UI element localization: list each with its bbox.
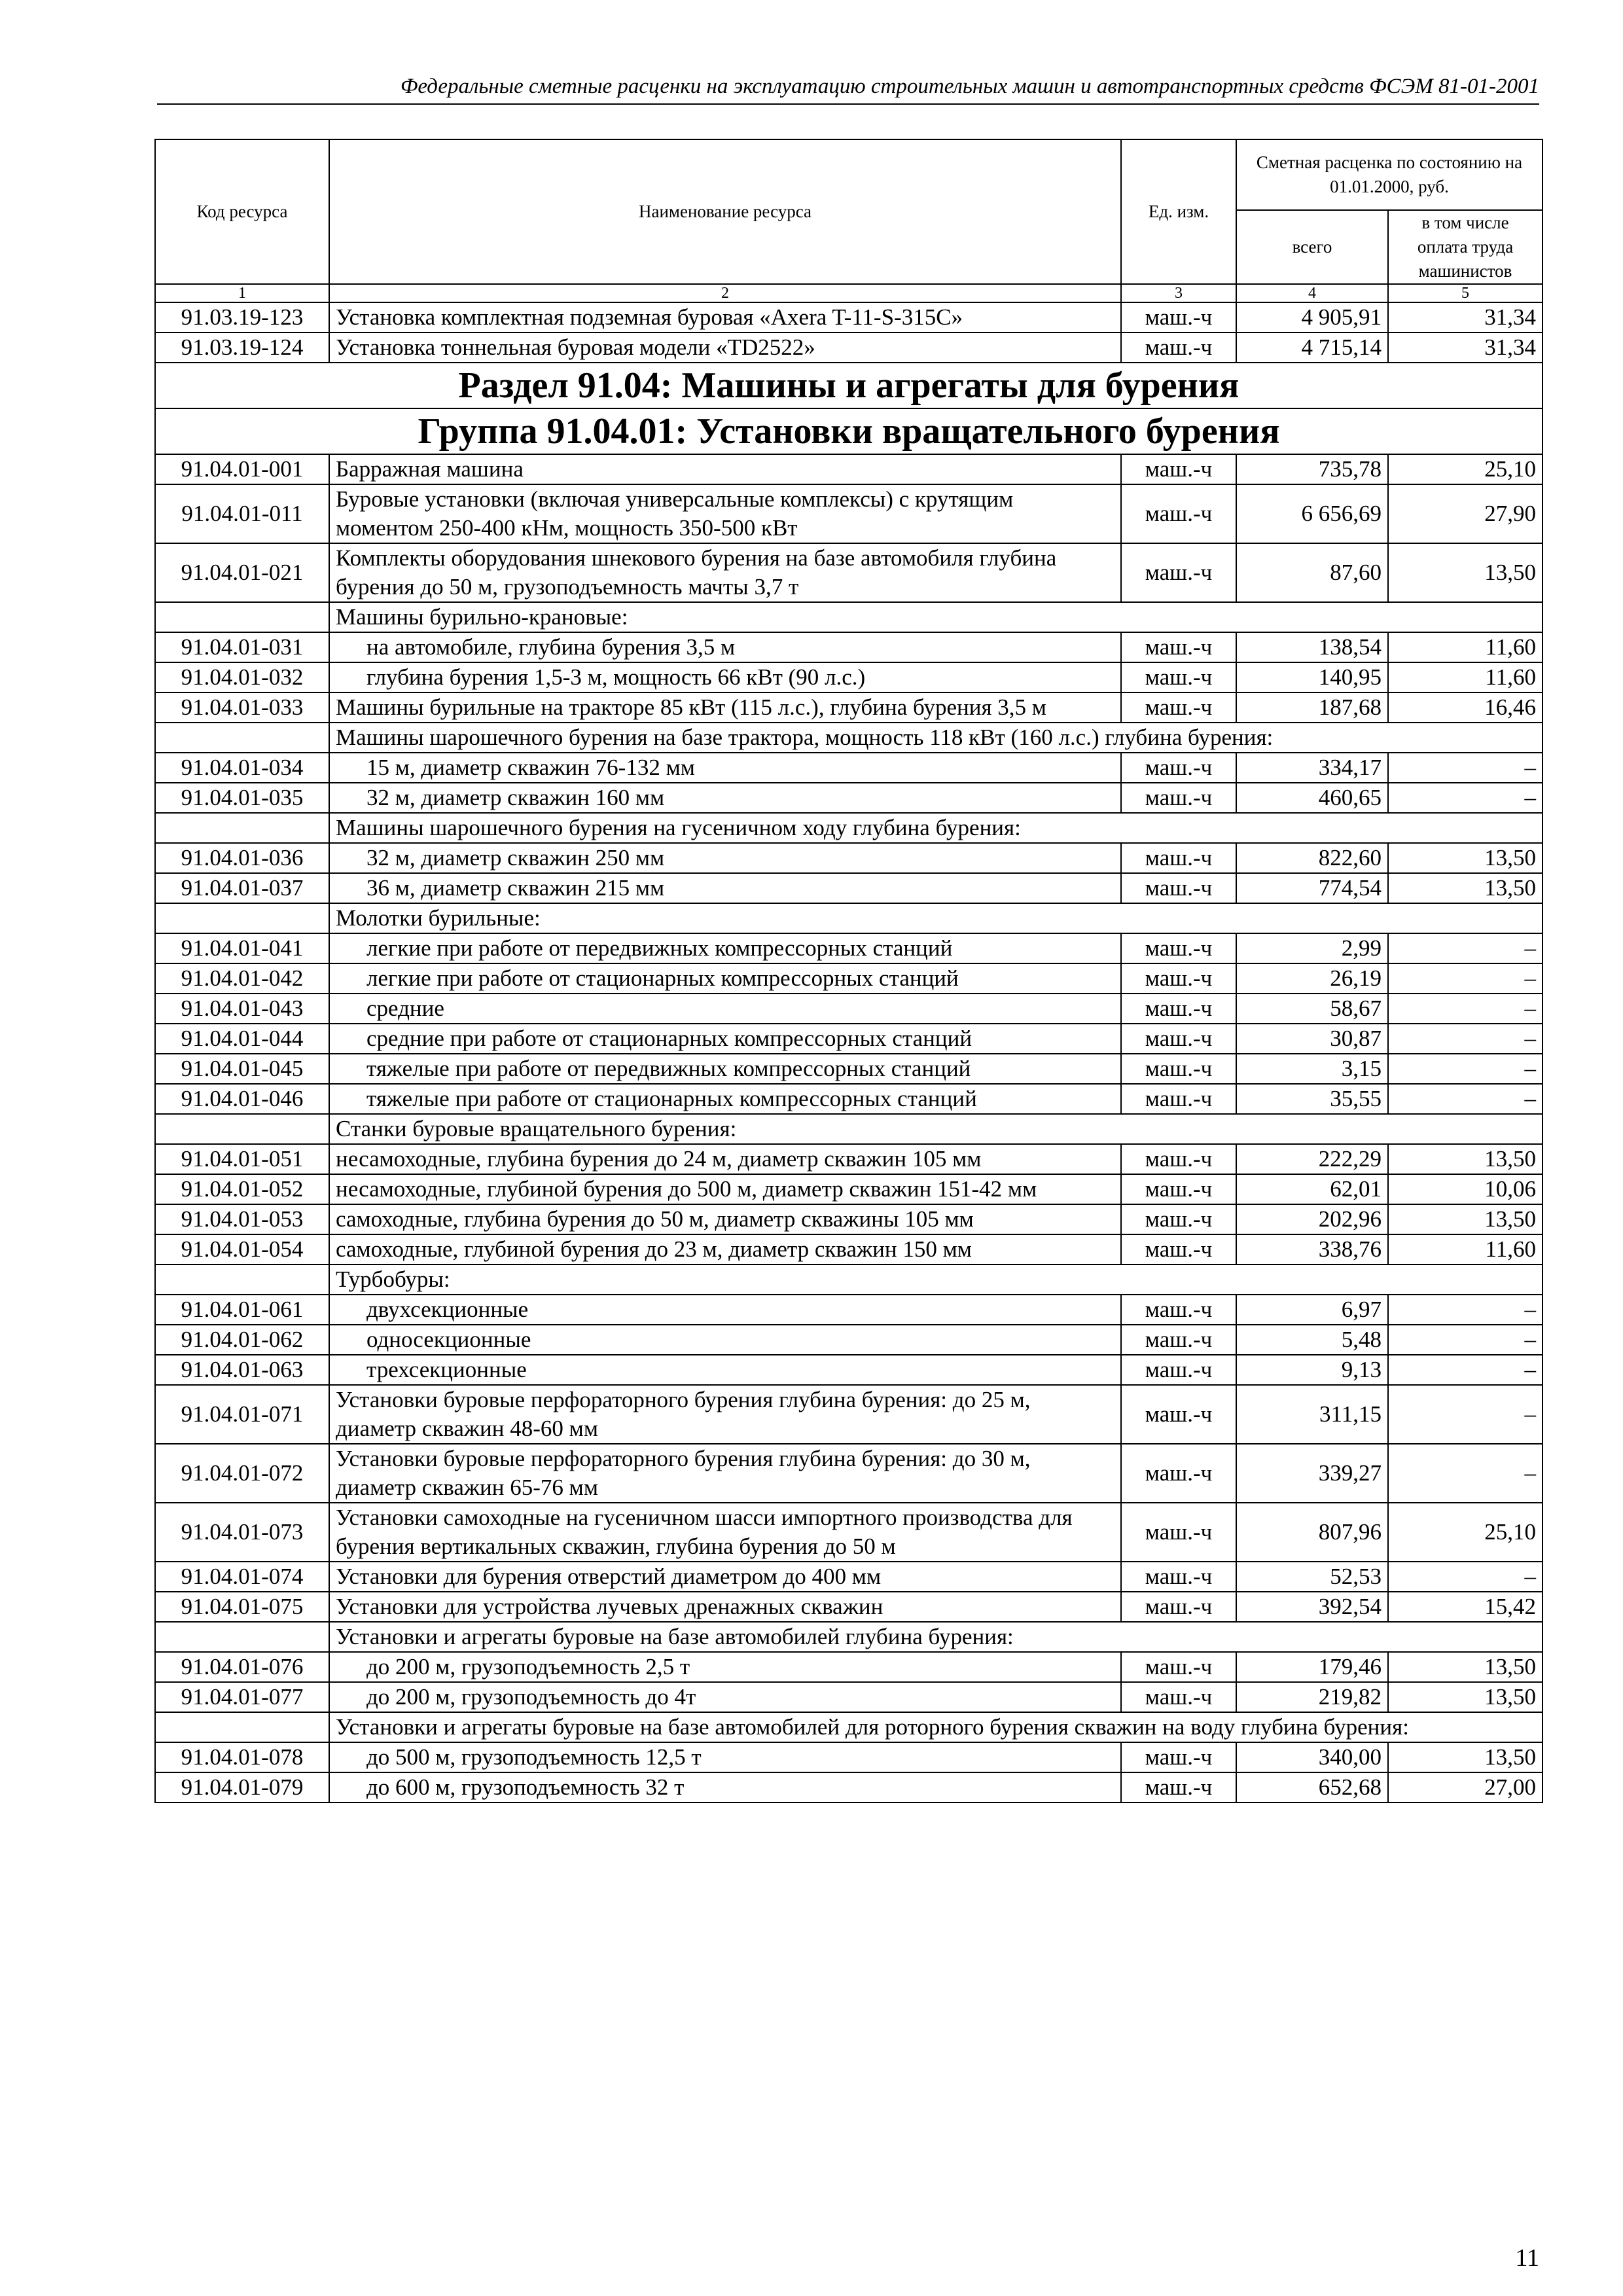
price-labor: 10,06 (1388, 1174, 1543, 1204)
header-unit: Ед. изм. (1121, 139, 1236, 284)
price-labor: – (1388, 1385, 1543, 1444)
price-total: 4 715,14 (1236, 332, 1388, 363)
resource-code: 91.04.01-021 (155, 543, 329, 602)
group-label-row (155, 1712, 1543, 1742)
group-label-row (155, 723, 1543, 753)
price-total: 58,67 (1236, 994, 1388, 1024)
resource-code: 91.04.01-054 (155, 1234, 329, 1265)
resource-code: 91.04.01-077 (155, 1682, 329, 1712)
price-labor: 25,10 (1388, 454, 1543, 484)
unit-of-measure: маш.-ч (1121, 1742, 1236, 1772)
resource-name: трехсекционные (329, 1355, 1121, 1385)
price-labor: 27,00 (1388, 1772, 1543, 1803)
unit-of-measure: маш.-ч (1121, 484, 1236, 543)
group-label: Станки буровые вращательного бурения: (329, 1114, 1543, 1144)
resource-name: Установки самоходные на гусеничном шасси импортного производства для бурения вертикальных скважин, глубина бурения до 50 м (329, 1503, 1121, 1562)
resource-name: Машины бурильные на тракторе 85 кВт (115 л.с.), глубина бурения 3,5 м (329, 692, 1121, 723)
table-row (155, 302, 1543, 332)
group-label: Машины шарошечного бурения на гусеничном ходу глубина бурения: (329, 813, 1543, 843)
unit-of-measure: маш.-ч (1121, 783, 1236, 813)
resource-code: 91.04.01-075 (155, 1592, 329, 1622)
price-total: 6 656,69 (1236, 484, 1388, 543)
price-total: 340,00 (1236, 1742, 1388, 1772)
resource-code (155, 1114, 329, 1144)
resource-name: на автомобиле, глубина бурения 3,5 м (329, 632, 1121, 662)
resource-code: 91.04.01-061 (155, 1295, 329, 1325)
resource-code: 91.04.01-063 (155, 1355, 329, 1385)
resource-name: тяжелые при работе от стационарных компрессорных станций (329, 1084, 1121, 1114)
resource-code: 91.04.01-044 (155, 1024, 329, 1054)
resource-name: Барражная машина (329, 454, 1121, 484)
price-total: 30,87 (1236, 1024, 1388, 1054)
resource-name: Установки буровые перфораторного бурения глубина бурения: до 30 м, диаметр скважин 65-76 мм (329, 1444, 1121, 1503)
table-row (155, 454, 1543, 484)
resource-code: 91.04.01-051 (155, 1144, 329, 1174)
table-row (155, 692, 1543, 723)
price-total: 140,95 (1236, 662, 1388, 692)
table-row (155, 332, 1543, 363)
price-labor: 27,90 (1388, 484, 1543, 543)
resource-name: самоходные, глубина бурения до 50 м, диаметр скважины 105 мм (329, 1204, 1121, 1234)
price-total: 26,19 (1236, 963, 1388, 994)
price-total: 5,48 (1236, 1325, 1388, 1355)
header-col-number: 1 (155, 284, 329, 302)
price-total: 807,96 (1236, 1503, 1388, 1562)
resource-code: 91.04.01-041 (155, 933, 329, 963)
resource-name: глубина бурения 1,5-3 м, мощность 66 кВт (90 л.с.) (329, 662, 1121, 692)
price-labor: 15,42 (1388, 1592, 1543, 1622)
price-total: 4 905,91 (1236, 302, 1388, 332)
resource-code: 91.03.19-123 (155, 302, 329, 332)
unit-of-measure: маш.-ч (1121, 1355, 1236, 1385)
price-total: 774,54 (1236, 873, 1388, 903)
price-total: 652,68 (1236, 1772, 1388, 1803)
price-labor: 16,46 (1388, 692, 1543, 723)
unit-of-measure: маш.-ч (1121, 1174, 1236, 1204)
price-labor: 11,60 (1388, 632, 1543, 662)
price-total: 62,01 (1236, 1174, 1388, 1204)
price-total: 339,27 (1236, 1444, 1388, 1503)
price-total: 35,55 (1236, 1084, 1388, 1114)
header-name: Наименование ресурса (329, 139, 1121, 284)
price-labor: – (1388, 783, 1543, 813)
unit-of-measure: маш.-ч (1121, 1144, 1236, 1174)
unit-of-measure: маш.-ч (1121, 662, 1236, 692)
resource-name: Установка комплектная подземная буровая «Axera T-11-S-315C» (329, 302, 1121, 332)
resource-name: Буровые установки (включая универсальные комплексы) с крутящим моментом 250-400 кНм, мощность 350-500 кВт (329, 484, 1121, 543)
price-labor: 25,10 (1388, 1503, 1543, 1562)
resource-name: двухсекционные (329, 1295, 1121, 1325)
resource-name: до 200 м, грузоподъемность 2,5 т (329, 1652, 1121, 1682)
resource-code: 91.04.01-072 (155, 1444, 329, 1503)
resource-name: 15 м, диаметр скважин 76-132 мм (329, 753, 1121, 783)
page-number: 11 (1515, 2244, 1539, 2272)
price-labor: – (1388, 1325, 1543, 1355)
group-label-row (155, 1622, 1543, 1652)
resource-name: 32 м, диаметр скважин 160 мм (329, 783, 1121, 813)
group-label: Установки и агрегаты буровые на базе автомобилей глубина бурения: (329, 1622, 1543, 1652)
table-row (155, 1024, 1543, 1054)
table-row (155, 662, 1543, 692)
price-total: 311,15 (1236, 1385, 1388, 1444)
table-row (155, 1295, 1543, 1325)
resource-name: Установки для устройства лучевых дренажных скважин (329, 1592, 1121, 1622)
unit-of-measure: маш.-ч (1121, 1325, 1236, 1355)
unit-of-measure: маш.-ч (1121, 1503, 1236, 1562)
unit-of-measure: маш.-ч (1121, 1234, 1236, 1265)
price-total: 2,99 (1236, 933, 1388, 963)
header-col-number: 3 (1121, 284, 1236, 302)
header-col-number: 4 (1236, 284, 1388, 302)
resource-code: 91.04.01-035 (155, 783, 329, 813)
table-row (155, 1355, 1543, 1385)
price-labor: – (1388, 1562, 1543, 1592)
price-labor: 13,50 (1388, 1742, 1543, 1772)
table-row (155, 1772, 1543, 1803)
resource-code (155, 1265, 329, 1295)
price-labor: – (1388, 1024, 1543, 1054)
price-labor: 11,60 (1388, 1234, 1543, 1265)
unit-of-measure: маш.-ч (1121, 1592, 1236, 1622)
unit-of-measure: маш.-ч (1121, 1084, 1236, 1114)
price-labor: – (1388, 753, 1543, 783)
resource-code (155, 1622, 329, 1652)
price-total: 52,53 (1236, 1562, 1388, 1592)
price-total: 460,65 (1236, 783, 1388, 813)
resource-name: Установка тоннельная буровая модели «TD2522» (329, 332, 1121, 363)
unit-of-measure: маш.-ч (1121, 1024, 1236, 1054)
price-labor: – (1388, 1295, 1543, 1325)
resource-code: 91.04.01-076 (155, 1652, 329, 1682)
group-label: Машины шарошечного бурения на базе трактора, мощность 118 кВт (160 л.с.) глубина бурения: (329, 723, 1543, 753)
resource-code: 91.04.01-001 (155, 454, 329, 484)
resource-code: 91.04.01-046 (155, 1084, 329, 1114)
price-labor: 13,50 (1388, 1144, 1543, 1174)
resource-name: до 500 м, грузоподъемность 12,5 т (329, 1742, 1121, 1772)
section-heading-row (155, 363, 1543, 408)
section-heading-row (155, 408, 1543, 454)
price-table (154, 139, 1543, 1803)
group-label-row (155, 1114, 1543, 1144)
resource-name: до 600 м, грузоподъемность 32 т (329, 1772, 1121, 1803)
resource-code: 91.04.01-037 (155, 873, 329, 903)
unit-of-measure: маш.-ч (1121, 543, 1236, 602)
resource-code (155, 723, 329, 753)
unit-of-measure: маш.-ч (1121, 963, 1236, 994)
table-row (155, 994, 1543, 1024)
price-total: 138,54 (1236, 632, 1388, 662)
table-row (155, 963, 1543, 994)
unit-of-measure: маш.-ч (1121, 1444, 1236, 1503)
header-price-group: Сметная расценка по состоянию на 01.01.2000, руб. (1236, 139, 1543, 210)
resource-code: 91.04.01-071 (155, 1385, 329, 1444)
header-total: всего (1236, 210, 1388, 284)
unit-of-measure: маш.-ч (1121, 1562, 1236, 1592)
resource-code: 91.04.01-034 (155, 753, 329, 783)
table-row (155, 1652, 1543, 1682)
price-labor: – (1388, 1054, 1543, 1084)
table-row (155, 1503, 1543, 1562)
table-row (155, 1385, 1543, 1444)
price-labor: 13,50 (1388, 543, 1543, 602)
price-labor: 31,34 (1388, 302, 1543, 332)
unit-of-measure: маш.-ч (1121, 753, 1236, 783)
unit-of-measure: маш.-ч (1121, 332, 1236, 363)
price-labor: 13,50 (1388, 1652, 1543, 1682)
resource-code (155, 1712, 329, 1742)
table-row (155, 1204, 1543, 1234)
resource-name: легкие при работе от стационарных компрессорных станций (329, 963, 1121, 994)
header-labor: в том числе оплата труда машинистов (1388, 210, 1543, 284)
resource-code: 91.04.01-062 (155, 1325, 329, 1355)
price-labor: – (1388, 933, 1543, 963)
resource-name: легкие при работе от передвижных компрессорных станций (329, 933, 1121, 963)
section-heading: Раздел 91.04: Машины и агрегаты для бурения (155, 363, 1543, 408)
resource-name: самоходные, глубиной бурения до 23 м, диаметр скважин 150 мм (329, 1234, 1121, 1265)
resource-name: Комплекты оборудования шнекового бурения на базе автомобиля глубина бурения до 50 м, грузоподъемность мачты 3,7 т (329, 543, 1121, 602)
resource-name: тяжелые при работе от передвижных компрессорных станций (329, 1054, 1121, 1084)
unit-of-measure: маш.-ч (1121, 933, 1236, 963)
table-row (155, 543, 1543, 602)
resource-name: Установки для бурения отверстий диаметром до 400 мм (329, 1562, 1121, 1592)
running-header: Федеральные сметные расценки на эксплуатацию строительных машин и автотранспортных средств ФСЭМ 81-01-2001 (400, 75, 1539, 98)
price-total: 6,97 (1236, 1295, 1388, 1325)
group-label-row (155, 813, 1543, 843)
header-rule (157, 103, 1539, 105)
price-total: 9,13 (1236, 1355, 1388, 1385)
unit-of-measure: маш.-ч (1121, 1682, 1236, 1712)
price-total: 202,96 (1236, 1204, 1388, 1234)
price-total: 87,60 (1236, 543, 1388, 602)
section-heading: Группа 91.04.01: Установки вращательного бурения (155, 408, 1543, 454)
price-total: 219,82 (1236, 1682, 1388, 1712)
table-row (155, 1742, 1543, 1772)
resource-code: 91.03.19-124 (155, 332, 329, 363)
price-labor: 13,50 (1388, 873, 1543, 903)
price-labor: 31,34 (1388, 332, 1543, 363)
unit-of-measure: маш.-ч (1121, 454, 1236, 484)
resource-code: 91.04.01-036 (155, 843, 329, 873)
table-row (155, 1054, 1543, 1084)
table-row (155, 1084, 1543, 1114)
price-total: 735,78 (1236, 454, 1388, 484)
table-body (155, 302, 1543, 1803)
price-labor: – (1388, 1084, 1543, 1114)
price-total: 338,76 (1236, 1234, 1388, 1265)
unit-of-measure: маш.-ч (1121, 302, 1236, 332)
unit-of-measure: маш.-ч (1121, 843, 1236, 873)
group-label-row (155, 1265, 1543, 1295)
unit-of-measure: маш.-ч (1121, 1204, 1236, 1234)
price-labor: – (1388, 1355, 1543, 1385)
unit-of-measure: маш.-ч (1121, 1385, 1236, 1444)
table-row (155, 783, 1543, 813)
resource-name: несамоходные, глубиной бурения до 500 м, диаметр скважин 151-42 мм (329, 1174, 1121, 1204)
price-total: 392,54 (1236, 1592, 1388, 1622)
group-label: Молотки бурильные: (329, 903, 1543, 933)
price-labor: 13,50 (1388, 843, 1543, 873)
table-row (155, 1144, 1543, 1174)
price-total: 187,68 (1236, 692, 1388, 723)
resource-code: 91.04.01-078 (155, 1742, 329, 1772)
price-total: 179,46 (1236, 1652, 1388, 1682)
resource-code (155, 602, 329, 632)
resource-name: средние (329, 994, 1121, 1024)
unit-of-measure: маш.-ч (1121, 1772, 1236, 1803)
unit-of-measure: маш.-ч (1121, 1295, 1236, 1325)
resource-code (155, 903, 329, 933)
resource-code: 91.04.01-011 (155, 484, 329, 543)
unit-of-measure: маш.-ч (1121, 692, 1236, 723)
table-row (155, 1682, 1543, 1712)
resource-code: 91.04.01-043 (155, 994, 329, 1024)
price-total: 3,15 (1236, 1054, 1388, 1084)
price-labor: 11,60 (1388, 662, 1543, 692)
table-row (155, 1234, 1543, 1265)
price-labor: 13,50 (1388, 1204, 1543, 1234)
price-total: 334,17 (1236, 753, 1388, 783)
price-total: 822,60 (1236, 843, 1388, 873)
table-row (155, 1325, 1543, 1355)
resource-code: 91.04.01-033 (155, 692, 329, 723)
table-row (155, 1592, 1543, 1622)
table-row (155, 1174, 1543, 1204)
table-row (155, 484, 1543, 543)
group-label: Турбобуры: (329, 1265, 1543, 1295)
unit-of-measure: маш.-ч (1121, 1652, 1236, 1682)
resource-code: 91.04.01-079 (155, 1772, 329, 1803)
resource-code: 91.04.01-042 (155, 963, 329, 994)
resource-name: до 200 м, грузоподъемность до 4т (329, 1682, 1121, 1712)
price-labor: – (1388, 994, 1543, 1024)
resource-name: 32 м, диаметр скважин 250 мм (329, 843, 1121, 873)
unit-of-measure: маш.-ч (1121, 632, 1236, 662)
group-label: Машины бурильно-крановые: (329, 602, 1543, 632)
table-row (155, 933, 1543, 963)
group-label-row (155, 602, 1543, 632)
table-row (155, 753, 1543, 783)
group-label: Установки и агрегаты буровые на базе автомобилей для роторного бурения скважин на воду глубина бурения: (329, 1712, 1543, 1742)
table-header (155, 139, 1543, 302)
resource-code: 91.04.01-074 (155, 1562, 329, 1592)
table-row (155, 632, 1543, 662)
price-total: 222,29 (1236, 1144, 1388, 1174)
price-labor: – (1388, 963, 1543, 994)
table-row (155, 1444, 1543, 1503)
resource-name: односекционные (329, 1325, 1121, 1355)
header-col-number: 2 (329, 284, 1121, 302)
resource-code (155, 813, 329, 843)
group-label-row (155, 903, 1543, 933)
price-labor: – (1388, 1444, 1543, 1503)
header-col-number: 5 (1388, 284, 1543, 302)
resource-code: 91.04.01-045 (155, 1054, 329, 1084)
unit-of-measure: маш.-ч (1121, 873, 1236, 903)
resource-name: 36 м, диаметр скважин 215 мм (329, 873, 1121, 903)
resource-code: 91.04.01-031 (155, 632, 329, 662)
resource-name: средние при работе от стационарных компрессорных станций (329, 1024, 1121, 1054)
resource-name: несамоходные, глубина бурения до 24 м, диаметр скважин 105 мм (329, 1144, 1121, 1174)
table-row (155, 873, 1543, 903)
resource-code: 91.04.01-053 (155, 1204, 329, 1234)
price-labor: 13,50 (1388, 1682, 1543, 1712)
table-row (155, 843, 1543, 873)
table-row (155, 1562, 1543, 1592)
header-code: Код ресурса (155, 139, 329, 284)
resource-code: 91.04.01-052 (155, 1174, 329, 1204)
resource-code: 91.04.01-073 (155, 1503, 329, 1562)
resource-code: 91.04.01-032 (155, 662, 329, 692)
unit-of-measure: маш.-ч (1121, 1054, 1236, 1084)
unit-of-measure: маш.-ч (1121, 994, 1236, 1024)
resource-name: Установки буровые перфораторного бурения глубина бурения: до 25 м, диаметр скважин 48-60 мм (329, 1385, 1121, 1444)
